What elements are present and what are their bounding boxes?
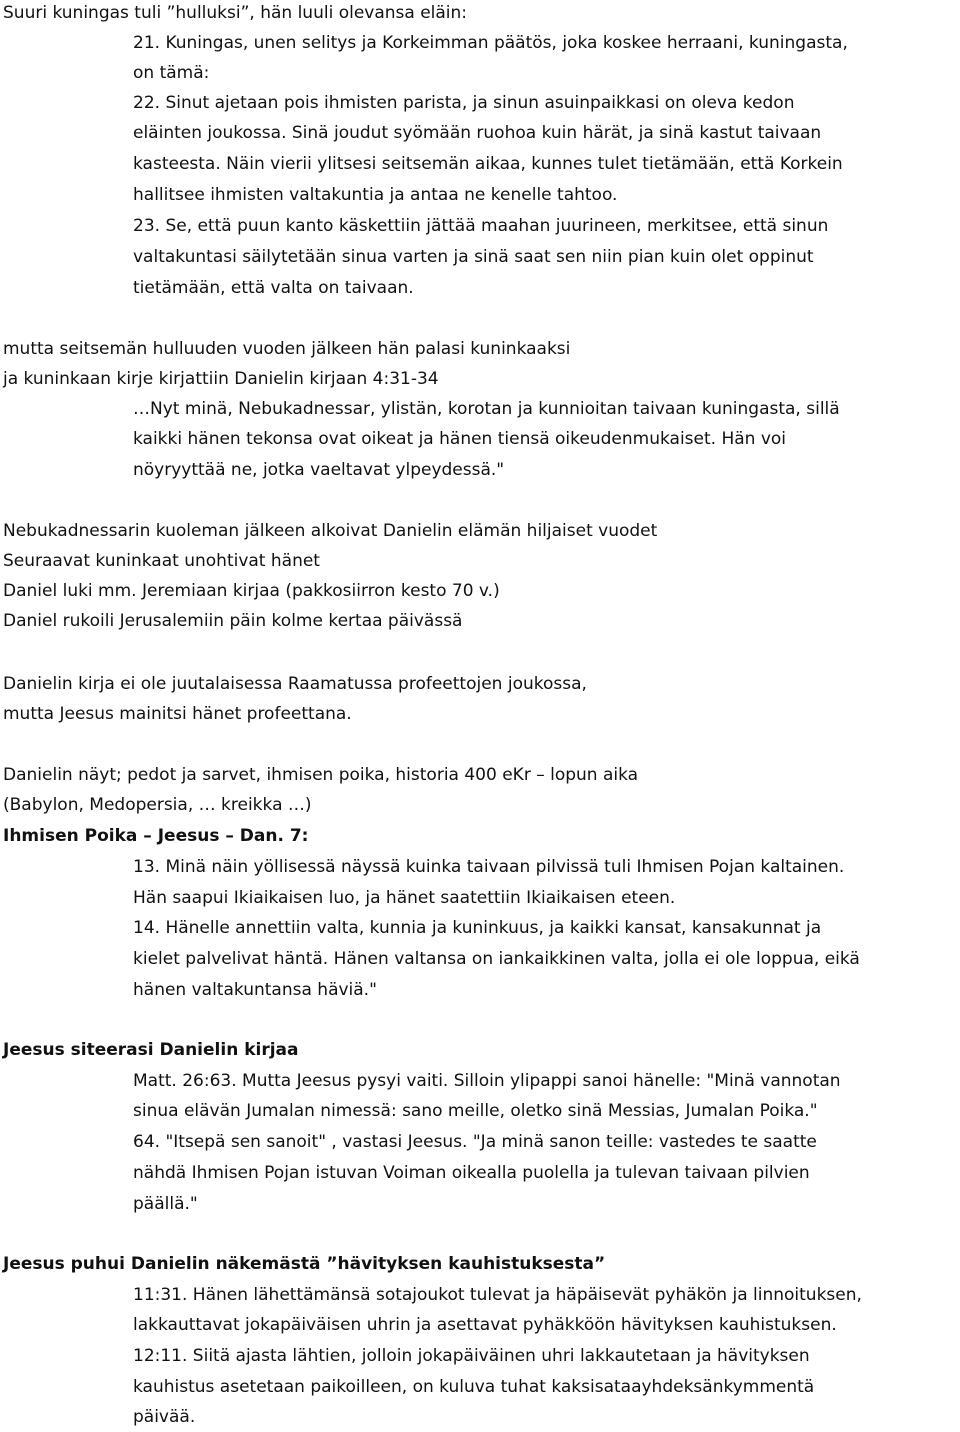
section-heading: Ihmisen Poika – Jeesus – Dan. 7:	[3, 826, 309, 846]
text-line: Daniel luki mm. Jeremiaan kirjaa (pakkosiirron kesto 70 v.)	[3, 581, 500, 601]
verse-line: hänen valtakuntansa häviä."	[133, 980, 377, 1000]
verse-line: nöyryyttää ne, jotka vaeltavat ylpeydessä."	[133, 460, 505, 480]
verse-line: eläinten joukossa. Sinä joudut syömään ruohoa kuin härät, ja sinä kastut taivaan	[133, 123, 822, 143]
verse-line: Matt. 26:63. Mutta Jeesus pysyi vaiti. Silloin ylipappi sanoi hänelle: "Minä vannotan	[133, 1071, 841, 1091]
verse-line: 23. Se, että puun kanto käskettiin jättää maahan juurineen, merkitsee, että sinun	[133, 216, 829, 236]
text-line: Seuraavat kuninkaat unohtivat hänet	[3, 551, 320, 571]
text-line: ja kuninkaan kirje kirjattiin Danielin kirjaan 4:31-34	[3, 369, 439, 389]
verse-line: 14. Hänelle annettiin valta, kunnia ja kuninkuus, ja kaikki kansat, kansakunnat ja	[133, 918, 822, 938]
verse-line: Hän saapui Ikiaikaisen luo, ja hänet saatettiin Ikiaikaisen eteen.	[133, 888, 676, 908]
text-line: mutta seitsemän hulluuden vuoden jälkeen hän palasi kuninkaaksi	[3, 339, 571, 359]
text-line: Daniel rukoili Jerusalemiin päin kolme kertaa päivässä	[3, 611, 463, 631]
verse-line: kasteesta. Näin vierii ylitsesi seitsemän aikaa, kunnes tulet tietämään, että Korkein	[133, 154, 843, 174]
verse-line: sinua elävän Jumalan nimessä: sano meille, oletko sinä Messias, Jumalan Poika."	[133, 1101, 818, 1121]
verse-line: nähdä Ihmisen Pojan istuvan Voiman oikealla puolella ja tulevan taivaan pilvien	[133, 1163, 810, 1183]
verse-line: 21. Kuningas, unen selitys ja Korkeimman päätös, joka koskee herraani, kuningasta,	[133, 33, 848, 53]
text-line: (Babylon, Medopersia, … kreikka …)	[3, 795, 312, 815]
verse-line: on tämä:	[133, 63, 210, 83]
verse-line: kaikki hänen tekonsa ovat oikeat ja hänen tiensä oikeudenmukaiset. Hän voi	[133, 429, 787, 449]
text-line: Suuri kuningas tuli ”hulluksi”, hän luuli olevansa eläin:	[3, 3, 468, 23]
text-line: Nebukadnessarin kuoleman jälkeen alkoivat Danielin elämän hiljaiset vuodet	[3, 521, 658, 541]
verse-line: valtakuntasi säilytetään sinua varten ja sinä saat sen niin pian kuin olet oppinut	[133, 247, 814, 267]
section-heading: Jeesus puhui Danielin näkemästä ”hävityksen kauhistuksesta”	[3, 1254, 606, 1274]
verse-line: päivää.	[133, 1407, 196, 1427]
text-line: mutta Jeesus mainitsi hänet profeettana.	[3, 704, 352, 724]
verse-line: 13. Minä näin yöllisessä näyssä kuinka taivaan pilvissä tuli Ihmisen Pojan kaltainen.	[133, 857, 845, 877]
verse-line: 64. "Itsepä sen sanoit" , vastasi Jeesus. "Ja minä sanon teille: vastedes te saatte	[133, 1132, 817, 1152]
verse-line: …Nyt minä, Nebukadnessar, ylistän, korotan ja kunnioitan taivaan kuningasta, sillä	[133, 399, 840, 419]
text-line: Danielin näyt; pedot ja sarvet, ihmisen poika, historia 400 eKr – lopun aika	[3, 765, 639, 785]
verse-line: 22. Sinut ajetaan pois ihmisten parista, ja sinun asuinpaikkasi on oleva kedon	[133, 93, 795, 113]
verse-line: kauhistus asetetaan paikoilleen, on kuluva tuhat kaksisataayhdeksänkymmentä	[133, 1377, 815, 1397]
section-heading: Jeesus siteerasi Danielin kirjaa	[3, 1040, 299, 1060]
verse-line: hallitsee ihmisten valtakuntia ja antaa ne kenelle tahtoo.	[133, 185, 618, 205]
verse-line: 11:31. Hänen lähettämänsä sotajoukot tulevat ja häpäisevät pyhäkön ja linnoituksen,	[133, 1285, 862, 1305]
verse-line: tietämään, että valta on taivaan.	[133, 278, 414, 298]
verse-line: 12:11. Siitä ajasta lähtien, jolloin jokapäiväinen uhri lakkautetaan ja hävityksen	[133, 1346, 810, 1366]
text-line: Danielin kirja ei ole juutalaisessa Raamatussa profeettojen joukossa,	[3, 674, 587, 694]
verse-line: päällä."	[133, 1194, 198, 1214]
verse-line: kielet palvelivat häntä. Hänen valtansa on iankaikkinen valta, jolla ei ole loppua, eikä	[133, 949, 860, 969]
verse-line: lakkauttavat jokapäiväisen uhrin ja asettavat pyhäkköön hävityksen kauhistuksen.	[133, 1315, 837, 1335]
